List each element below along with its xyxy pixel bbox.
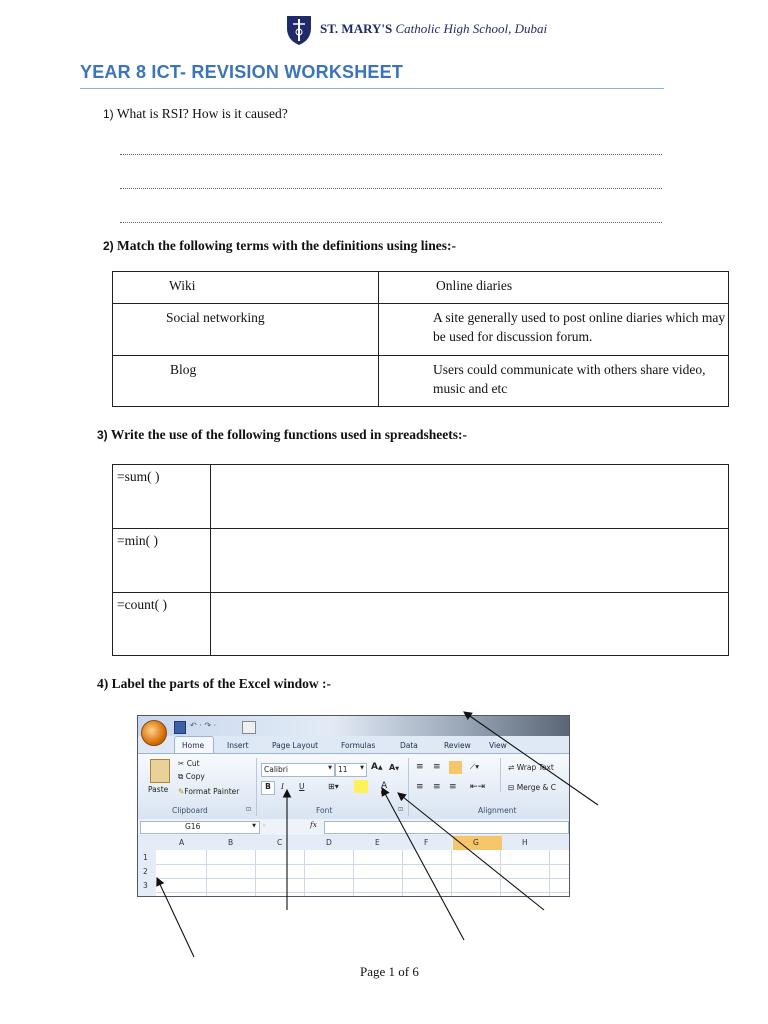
term-cell: Wiki [113,272,379,304]
font-size-dropdown[interactable]: 11 ▼ [335,763,367,777]
question-2-number: 2) [103,239,114,253]
row-header[interactable]: 1 [143,853,148,862]
function-cell: =count( ) [113,593,211,656]
align-top-icon[interactable]: ≡ [416,762,424,772]
align-right-icon[interactable]: ≡ [449,782,457,792]
tab-data[interactable]: Data [400,741,418,750]
tab-view[interactable]: View [489,741,507,750]
cut-button[interactable]: ✂ Cut [178,759,200,768]
question-4-number: 4) [97,676,109,691]
underline-button[interactable]: U [299,782,305,791]
paste-button[interactable]: Paste [148,785,169,794]
brush-icon: ✎ [178,787,185,796]
format-painter-button[interactable]: ✎Format Painter [178,787,240,796]
row-header[interactable]: 3 [143,881,148,890]
chevron-down-icon: ▼ [252,823,256,829]
wrap-text-button[interactable]: ⇌ Wrap Text [508,763,554,772]
bold-button[interactable]: B [261,781,275,795]
italic-button[interactable]: I [281,782,284,791]
arrow-fill-color [382,788,464,940]
shrink-font-icon[interactable]: A▼ [389,763,400,772]
align-center-icon[interactable]: ≡ [433,782,441,792]
column-header[interactable]: H [522,838,528,847]
column-header[interactable]: F [424,838,429,847]
copy-icon: ⧉ [178,772,184,781]
question-3-text: Write the use of the following functions used in spreadsheets:- [110,427,467,442]
question-1-number: 1) [103,107,114,121]
wrap-text-icon: ⇌ [508,763,515,772]
clipboard-group-label: Clipboard [172,806,208,815]
column-header[interactable]: G [473,838,479,847]
align-left-icon[interactable]: ≡ [416,782,424,792]
column-header[interactable]: B [228,838,234,847]
arrow-font-color [398,793,544,910]
chevron-down-icon: ▼ [328,765,332,771]
merge-center-button[interactable]: ⊟ Merge & C [508,783,556,792]
chevron-down-icon: ▼ [360,765,364,771]
scissors-icon: ✂ [178,759,185,768]
font-name-dropdown[interactable]: Calibri ▼ [261,763,335,777]
font-launcher-icon[interactable]: ⊡ [398,806,404,813]
alignment-group-label: Alignment [478,806,517,815]
term-cell: Blog [113,356,379,407]
orientation-icon[interactable]: ⟋▾ [470,762,480,771]
column-header[interactable]: C [277,838,283,847]
school-name-bold: ST. MARY'S [320,21,393,36]
function-cell: =min( ) [113,529,211,593]
borders-icon[interactable]: ⊞▾ [328,782,339,791]
name-box[interactable]: G16 ▼ [140,821,260,834]
definition-cell: Users could communicate with others share video, music and etc [379,356,729,407]
grow-font-icon[interactable]: A▲ [371,762,383,772]
column-header[interactable]: A [179,838,185,847]
row-header[interactable]: 2 [143,867,148,876]
definition-cell: A site generally used to post online diaries which may be used for discussion forum. [379,304,729,356]
arrow-ribbon-tabs [464,712,598,805]
tab-page-layout[interactable]: Page Layout [272,741,319,750]
tab-review[interactable]: Review [444,741,471,750]
school-name-rest: Catholic High School, Dubai [395,21,548,36]
arrow-row-headers [157,878,194,957]
page-number: Page 1 of 6 [360,964,419,979]
tab-home[interactable]: Home [182,741,205,750]
column-header[interactable]: D [326,838,332,847]
definition-cell: Online diaries [379,272,729,304]
term-cell: Social networking [113,304,379,356]
column-header[interactable]: E [375,838,380,847]
align-middle-icon[interactable]: ≡ [433,762,441,772]
question-1-text: What is RSI? How is it caused? [116,106,288,121]
formula-bar-circle-icon: ◦ [262,821,267,830]
undo-redo-icon: ↶ · ↷ · [190,721,217,730]
question-3-number: 3) [97,428,108,442]
question-4-text: Label the parts of the Excel window :- [111,676,331,691]
question-2-text: Match the following terms with the definitions using lines:- [117,238,457,253]
function-cell: =sum( ) [113,465,211,529]
tab-insert[interactable]: Insert [227,741,249,750]
font-color-icon[interactable]: A [381,781,387,794]
font-group-label: Font [316,806,333,815]
clipboard-launcher-icon[interactable]: ⊡ [246,806,252,813]
copy-button[interactable]: ⧉ Copy [178,772,205,781]
merge-icon: ⊟ [508,783,515,792]
indent-icon[interactable]: ⇤⇥ [470,782,486,792]
worksheet-title: YEAR 8 ICT- REVISION WORKSHEET [80,62,404,82]
insert-function-icon[interactable]: fx [310,820,318,829]
tab-formulas[interactable]: Formulas [341,741,376,750]
